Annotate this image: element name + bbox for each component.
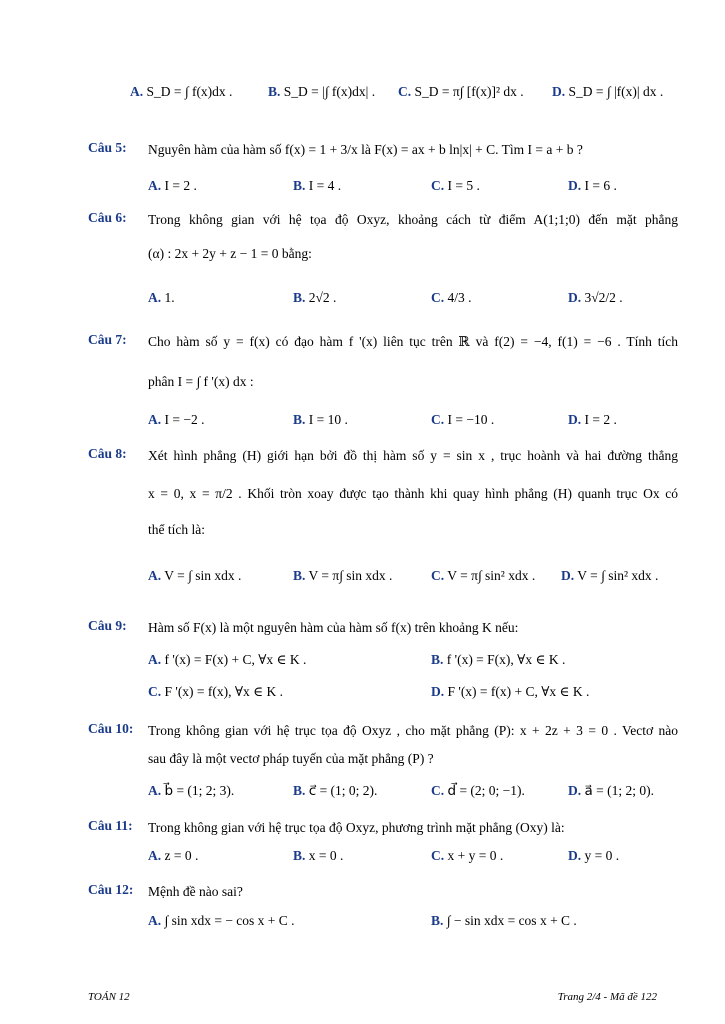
question-text: Mệnh đề nào sai?	[148, 884, 243, 899]
option-letter: A.	[148, 652, 162, 667]
question-label: Câu 5:	[88, 140, 127, 155]
option-c[interactable]	[431, 176, 480, 196]
option-a[interactable]	[148, 410, 204, 430]
option-letter: D.	[568, 848, 582, 863]
footer-subject: TOÁN 12	[88, 991, 130, 1003]
question-text-line-1: Trong không gian với hệ tọa độ Oxyz, khoảng cách từ điểm A(1;1;0) đến mặt phẳng	[148, 212, 678, 227]
option-letter: C.	[431, 178, 445, 193]
option-text: I = 10 .	[308, 412, 348, 427]
option-a[interactable]	[148, 176, 197, 196]
option-b[interactable]	[293, 566, 392, 586]
option-text: V = π∫ sin² xdx .	[447, 568, 536, 583]
question-8	[88, 446, 678, 596]
option-letter: A.	[148, 178, 162, 193]
option-letter: B.	[268, 84, 281, 99]
question-text: Hàm số F(x) là một nguyên hàm của hàm số f(x) trên khoảng K nếu:	[148, 620, 519, 635]
option-c[interactable]	[148, 682, 283, 702]
question-11	[88, 818, 678, 874]
option-d[interactable]	[431, 682, 589, 702]
option-letter: C.	[431, 783, 445, 798]
option-b[interactable]	[431, 650, 565, 670]
option-b[interactable]	[293, 410, 348, 430]
question-label: Câu 6:	[88, 210, 127, 225]
option-text: V = ∫ sin xdx .	[164, 568, 242, 583]
option-letter: D.	[431, 684, 445, 699]
question-7	[88, 332, 678, 432]
option-d[interactable]	[568, 781, 654, 801]
option-c[interactable]	[431, 846, 503, 866]
option-text: 4/3 .	[447, 290, 472, 305]
option-expr: S_D = π∫ [f(x)]² dx .	[414, 84, 524, 99]
option-b[interactable]	[293, 781, 377, 801]
question-text-line-3: thể tích là:	[148, 522, 205, 537]
option-letter: D.	[561, 568, 575, 583]
option-letter: C.	[398, 84, 412, 99]
option-b[interactable]	[293, 288, 336, 308]
option-letter: C.	[148, 684, 162, 699]
option-d[interactable]	[568, 176, 617, 196]
option-b[interactable]	[293, 846, 343, 866]
option-d[interactable]	[561, 566, 658, 586]
footer-page-info: Trang 2/4 - Mã đề 122	[557, 991, 657, 1003]
option-a[interactable]	[148, 288, 175, 308]
option-letter: A.	[148, 568, 162, 583]
top-option-b	[268, 82, 375, 102]
option-letter: A.	[148, 913, 162, 928]
option-b[interactable]	[293, 176, 341, 196]
option-text: V = ∫ sin² xdx .	[577, 568, 659, 583]
option-expr: S_D = ∫ f(x)dx .	[146, 84, 233, 99]
question-label: Câu 8:	[88, 446, 127, 461]
question-label: Câu 11:	[88, 818, 133, 833]
option-text: z = 0 .	[164, 848, 199, 863]
question-label: Câu 9:	[88, 618, 127, 633]
option-text: I = 2 .	[164, 178, 197, 193]
option-letter: D.	[568, 783, 582, 798]
option-text: I = 4 .	[308, 178, 342, 193]
option-text: I = 2 .	[584, 412, 617, 427]
option-letter: A.	[148, 848, 162, 863]
question-text: Nguyên hàm của hàm số f(x) = 1 + 3/x là F(x) = ax + b ln|x| + C. Tìm I = a + b ?	[148, 142, 583, 157]
option-a[interactable]	[148, 781, 234, 801]
option-letter: B.	[431, 913, 444, 928]
option-c[interactable]	[431, 410, 494, 430]
option-letter: D.	[568, 290, 582, 305]
option-letter: B.	[293, 290, 306, 305]
question-text-line-2: x = 0, x = π/2 . Khối tròn xoay được tạo thành khi quay hình phẳng (H) quanh trục Ox có	[148, 486, 678, 501]
question-text-line-2: phân I = ∫ f '(x) dx :	[148, 374, 254, 389]
option-a[interactable]	[148, 566, 241, 586]
option-letter: A.	[148, 783, 162, 798]
option-text: d⃗ = (2; 0; −1).	[447, 783, 525, 798]
option-letter: B.	[431, 652, 444, 667]
option-text: 3√2/2 .	[584, 290, 623, 305]
option-text: I = −2 .	[164, 412, 205, 427]
question-text-line-1: Xét hình phẳng (H) giới hạn bởi đồ thị hàm số y = sin x , trục hoành và hai đường thẳng	[148, 448, 678, 463]
option-b[interactable]	[431, 911, 577, 931]
option-expr: S_D = ∫ |f(x)| dx .	[568, 84, 664, 99]
option-d[interactable]	[568, 410, 617, 430]
option-expr: S_D = |∫ f(x)dx| .	[283, 84, 376, 99]
question-text-line-1: Trong không gian với hệ trục tọa độ Oxyz , cho mặt phẳng (P): x + 2z + 3 = 0 . Vectơ nào	[148, 723, 678, 738]
option-text: x = 0 .	[308, 848, 344, 863]
option-letter: B.	[293, 568, 306, 583]
top-option-c	[398, 82, 524, 102]
option-text: I = 5 .	[447, 178, 480, 193]
option-text: 2√2 .	[308, 290, 337, 305]
option-d[interactable]	[568, 846, 619, 866]
option-text: F '(x) = f(x) + C, ∀x ∈ K .	[447, 684, 590, 699]
option-a[interactable]	[148, 650, 306, 670]
question-label: Câu 12:	[88, 882, 134, 897]
option-text: F '(x) = f(x), ∀x ∈ K .	[164, 684, 284, 699]
option-letter: A.	[148, 412, 162, 427]
option-text: V = π∫ sin xdx .	[308, 568, 393, 583]
top-option-a	[130, 82, 232, 102]
question-label: Câu 10:	[88, 721, 134, 736]
option-letter: C.	[431, 412, 445, 427]
top-option-d	[552, 82, 663, 102]
option-text: I = 6 .	[584, 178, 617, 193]
question-5	[88, 140, 678, 200]
option-d[interactable]	[568, 288, 623, 308]
option-letter: A.	[130, 84, 144, 99]
option-letter: C.	[431, 848, 445, 863]
option-letter: B.	[293, 848, 306, 863]
option-text: f '(x) = F(x) + C, ∀x ∈ K .	[164, 652, 307, 667]
option-letter: B.	[293, 783, 306, 798]
option-c[interactable]	[431, 781, 525, 801]
option-letter: D.	[568, 178, 582, 193]
option-text: 1.	[164, 290, 175, 305]
option-text: I = −10 .	[447, 412, 495, 427]
option-text: c⃗ = (1; 0; 2).	[308, 783, 378, 798]
option-letter: D.	[552, 84, 566, 99]
question-text: Trong không gian với hệ trục tọa độ Oxyz, phương trình mặt phẳng (Oxy) là:	[148, 820, 565, 835]
question-10	[88, 721, 678, 811]
option-text: y = 0 .	[584, 848, 620, 863]
option-letter: D.	[568, 412, 582, 427]
option-text: b⃗ = (1; 2; 3).	[164, 783, 235, 798]
option-text: x + y = 0 .	[447, 848, 504, 863]
option-a[interactable]	[148, 911, 295, 931]
option-letter: B.	[293, 178, 306, 193]
question-6	[88, 210, 678, 310]
option-letter: C.	[431, 290, 445, 305]
option-text: a⃗ = (1; 2; 0).	[584, 783, 655, 798]
option-text: ∫ sin xdx = − cos x + C .	[164, 913, 295, 928]
question-9	[88, 618, 678, 708]
question-text-line-2: (α) : 2x + 2y + z − 1 = 0 bằng:	[148, 246, 312, 261]
option-c[interactable]	[431, 288, 472, 308]
option-a[interactable]	[148, 846, 198, 866]
option-text: ∫ − sin xdx = cos x + C .	[446, 913, 577, 928]
option-text: f '(x) = F(x), ∀x ∈ K .	[446, 652, 566, 667]
question-text-line-2: sau đây là một vectơ pháp tuyến của mặt phẳng (P) ?	[148, 751, 434, 766]
option-letter: B.	[293, 412, 306, 427]
question-text-line-1: Cho hàm số y = f(x) có đạo hàm f '(x) liên tục trên ℝ và f(2) = −4, f(1) = −6 . Tính tích	[148, 334, 678, 349]
option-letter: A.	[148, 290, 162, 305]
option-letter: C.	[431, 568, 445, 583]
question-12	[88, 882, 678, 938]
question-label: Câu 7:	[88, 332, 127, 347]
option-c[interactable]	[431, 566, 535, 586]
